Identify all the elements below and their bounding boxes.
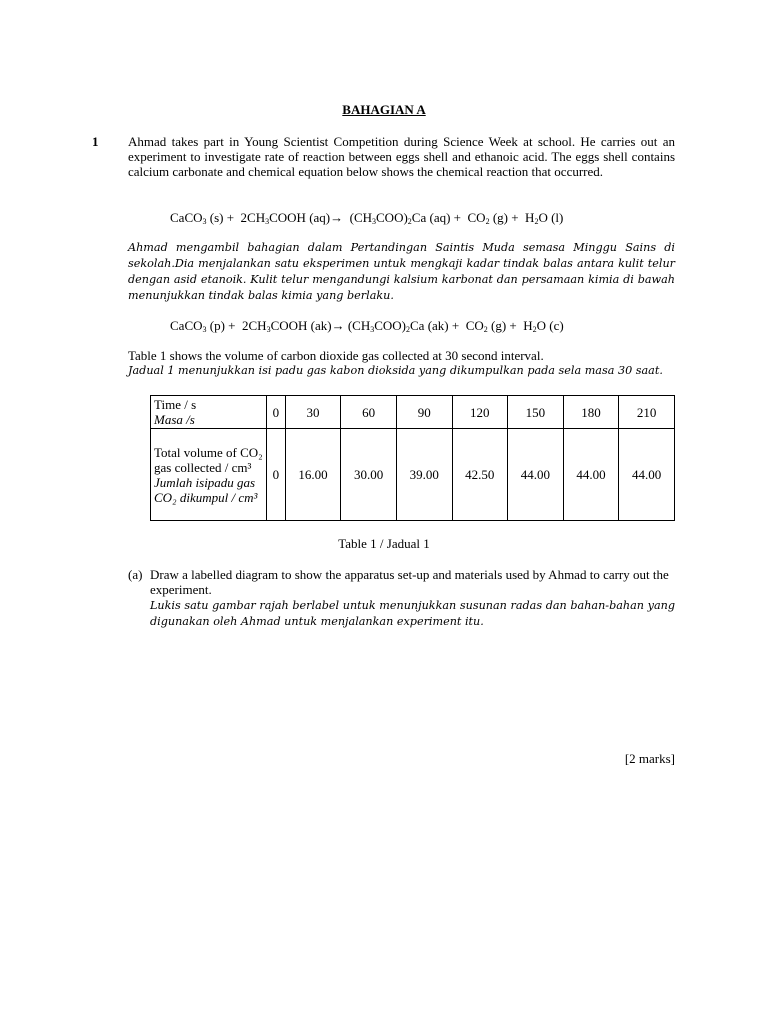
- time-cell: 60: [341, 396, 397, 429]
- table-caption: Table 1 / Jadual 1: [338, 536, 430, 551]
- volume-cell: 42.50: [452, 429, 508, 521]
- chemical-equation-malay: CaCO$_3$ $(p) + 2CH_3COOH$ $(ak)\to (CH_3COO)_2Ca$ $(ak) + CO_2$ $(g) + H_2O$ (c): [170, 318, 564, 334]
- volume-row: [151, 429, 675, 521]
- marks-label: [2 marks]: [624, 751, 675, 766]
- intro-english: Ahmad takes part in Young Scientist Competition during Science Week at school. He carries out an experiment to investigate rate of reaction between eggs shell and ethanoic acid. The eggs shell contains calcium carbonate and chemical equation below shows the chemical reaction that occurred.: [128, 134, 675, 179]
- time-row-header: [151, 396, 267, 429]
- time-cell: 180: [563, 396, 619, 429]
- volume-cell: 39.00: [396, 429, 452, 521]
- volume-cell: 0: [267, 429, 286, 521]
- volume-label-en: Total volume of CO₂ gas collected / cm³: [154, 444, 263, 475]
- time-label-ms: Masa /s: [154, 412, 195, 427]
- volume-label-ms: Jumlah isipadu gas CO₂ dikumpul / cm³: [154, 474, 258, 505]
- volume-cell: 44.00: [619, 429, 675, 521]
- part-a-text-malay: Lukis satu gambar rajah berlabel untuk menunjukkan susunan radas dan bahan-bahan yang digunakan oleh Ahmad untuk menjalankan experiment itu.: [150, 599, 675, 628]
- part-a-label: (a): [128, 567, 143, 582]
- time-row: [151, 396, 675, 429]
- volume-row-header: [151, 429, 267, 521]
- time-label-en: Time / s: [154, 397, 197, 412]
- table-intro-english: Table 1 shows the volume of carbon dioxide gas collected at 30 second interval.: [128, 348, 544, 363]
- table-intro-malay: Jadual 1 menunjukkan isi padu gas kabon dioksida yang dikumpulkan pada sela masa 30 saat.: [128, 364, 663, 377]
- time-cell: 120: [452, 396, 508, 429]
- volume-cell: 30.00: [341, 429, 397, 521]
- part-a-text-english: Draw a labelled diagram to show the apparatus set-up and materials used by Ahmad to carry out the experiment.: [150, 567, 669, 597]
- volume-cell: 16.00: [285, 429, 341, 521]
- time-cell: 150: [508, 396, 564, 429]
- time-cell: 0: [267, 396, 286, 429]
- chemical-equation-english: CaCO$_3$ $(s) + 2CH_3COOH$ $(aq)\to (CH_3COO)_2Ca$ $(aq) + CO_2$ $(g) + H_2O$ (l): [170, 210, 564, 226]
- volume-cell: 44.00: [508, 429, 564, 521]
- time-cell: 210: [619, 396, 675, 429]
- volume-cell: 44.00: [563, 429, 619, 521]
- data-table: [150, 395, 675, 521]
- time-cell: 30: [285, 396, 341, 429]
- question-number: 1: [92, 134, 99, 149]
- time-cell: 90: [396, 396, 452, 429]
- section-title: BAHAGIAN A: [342, 102, 426, 117]
- intro-malay: Ahmad mengambil bahagian dalam Pertandingan Saintis Muda semasa Minggu Sains di sekolah.Dia menjalankan satu eksperimen untuk mengkaji kadar tindak balas antara kulit telur dengan asid etanoik. Kulit telur mengandungi kalsium karbonat dan persamaan kimia di bawah menunjukkan tindak balas kimia yang berlaku.: [128, 241, 675, 302]
